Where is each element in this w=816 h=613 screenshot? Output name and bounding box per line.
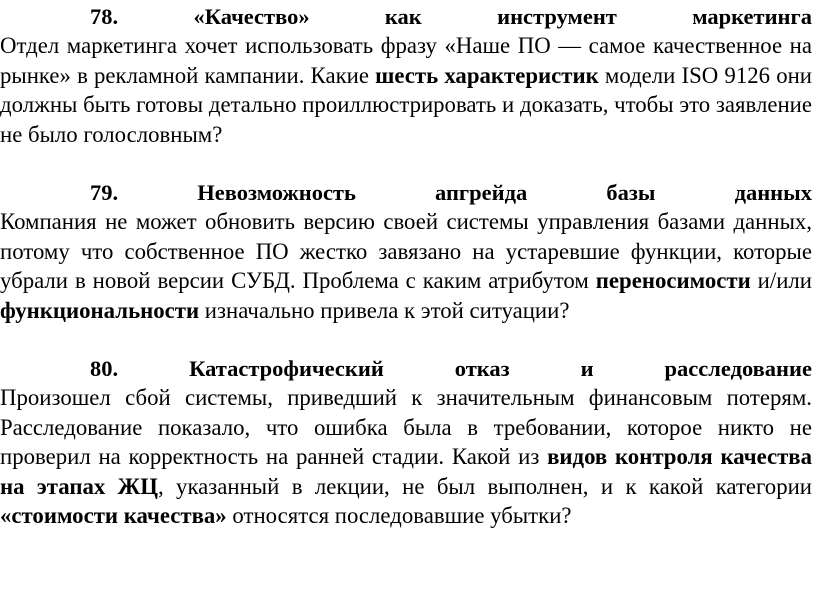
title-word: Катастрофический xyxy=(189,356,384,381)
title-word: отказ xyxy=(454,356,510,381)
body-emphasis: переносимости xyxy=(595,268,751,293)
title-word: апгрейда xyxy=(435,180,528,205)
body-text: относятся последовавшие убытки? xyxy=(226,503,572,528)
body-text: , указанный в лекции, не был выполнен, и к какой категории xyxy=(157,473,813,499)
question-80 xyxy=(0,352,812,531)
title-word: и xyxy=(580,356,594,381)
body-emphasis: шесть характеристик xyxy=(375,62,599,88)
question-title xyxy=(0,352,812,383)
question-78 xyxy=(0,0,812,149)
spacer xyxy=(0,325,812,352)
body-text: модели ISO 9126 они должны быть готовы детально проиллюстрировать и доказать, чтобы это заявление не было голословным? xyxy=(0,62,812,147)
body-emphasis: «стоимости качества» xyxy=(0,503,227,528)
question-number: 78. xyxy=(90,4,119,29)
title-word: инструмент xyxy=(497,4,617,29)
question-number: 80. xyxy=(90,356,119,381)
question-title xyxy=(0,176,812,207)
spacer xyxy=(0,149,812,176)
question-79 xyxy=(0,176,812,325)
question-body xyxy=(0,207,812,325)
question-number: 79. xyxy=(90,180,119,205)
body-text: и/или xyxy=(750,268,812,293)
body-emphasis: функциональности xyxy=(0,297,200,323)
body-text: Компания не может обновить версию своей системы управления базами данных, потому что собственное ПО жестко завязано на устаревшие функции, которые убрали в новой версии СУБД. Проблема с каким атрибутом xyxy=(0,209,812,293)
question-body xyxy=(0,31,812,149)
body-text: изначально привела к этой ситуации? xyxy=(199,297,570,323)
body-emphasis: видов контроля качества на этапах ЖЦ xyxy=(0,444,813,499)
title-word: Невозможность xyxy=(197,180,356,205)
title-word: расследование xyxy=(664,356,812,381)
title-word: маркетинга xyxy=(692,4,812,29)
body-text: Произошел сбой системы, приведший к значительным финансовым потерям. Расследование показало, что ошибка была в требовании, которое никто не проверил на корректность на ранней стадии. Какой из xyxy=(0,385,812,469)
question-title xyxy=(0,0,812,31)
title-word: базы xyxy=(606,180,656,205)
body-text: Отдел маркетинга хочет использовать фразу «Наше ПО — самое качественное на рынке» в рекламной кампании. Какие xyxy=(0,33,812,88)
question-body xyxy=(0,383,812,531)
title-word: данных xyxy=(734,180,812,205)
title-word: «Качество» xyxy=(193,4,310,29)
title-word: как xyxy=(384,4,422,29)
